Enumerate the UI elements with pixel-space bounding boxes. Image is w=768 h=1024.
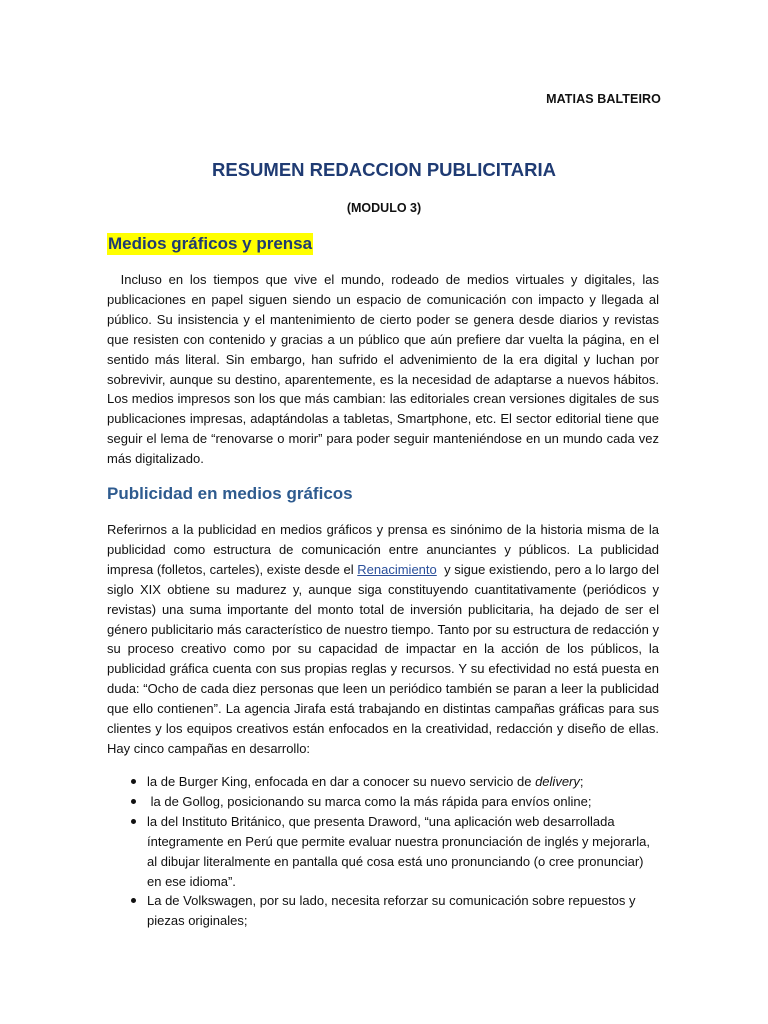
paragraph-text-end: y sigue existiendo, pero a lo largo del siglo XIX obtiene su madurez y, aunque siga constituyendo cuantitativamente (periódicos y revistas) una suma importante del monto total de inversión publicitaria, ha dejado de ser el género publicitario más característico de nuestro tiempo. Tanto por su estructura de redacción y su proceso creativo como por su capacidad de impactar en la acción de los públicos, la publicidad gráfica cuenta con sus propias reglas y recursos. Y su efectividad no está puesta en duda: “Ocho de cada diez personas que leen un periódico también se paran a leer la publicidad que ello contienen”. La agencia Jirafa está trabajando en distintas campañas gráficas para sus clientes y los equipos creativos están enfocados en la creatividad, redacción y diseño de ellas. Hay cinco campañas en desarrollo: [107,561,663,756]
renacimiento-link[interactable]: Renacimiento [357,561,437,577]
list-item: la de Gollog, posicionando su marca como la más rápida para envíos online; [107,792,659,812]
list-item: la de Burger King, enfocada en dar a conocer su nuevo servicio de delivery; [107,772,659,792]
section-heading-publicidad: Publicidad en medios gráficos [107,484,353,503]
paragraph-text-start: Referirnos a la publicidad en medios gráficos y prensa es sinónimo de la historia misma de la publicidad como estructura de comunicación entre anunciantes y públicos. La publicidad impresa (folletos, carteles), existe desde el [107,522,663,577]
section-heading-medios-graficos: Medios gráficos y prensa [108,234,313,253]
list-item: la del Instituto Británico, que presenta Draword, “una aplicación web desarrollada íntegramente en Perú que permite evaluar nuestra pronunciación de inglés y mejorarla, al dibujar literalmente en pantalla qué cosa está uno pronunciando (o cree pronunciar) en ese idioma”. [107,812,659,892]
paragraph-text [107,520,663,759]
paragraph-text: Incluso en los tiempos que vive el mundo, rodeado de medios virtuales y digitales, las publicaciones en papel siguen siendo un espacio de comunicación con impacto y llegada al público. Su insistencia y el mantenimiento de cierto poder se genera desde diarios y revistas que resisten con contenido y gracias a un público que aún prefiere dar vuelta la página, en el sentido más literal. Sin embargo, han sufrido el advenimiento de la era digital y luchan por sobrevivir, aunque su destino, aparentemente, es la necesidad de adaptarse a nuevos hábitos. Los medios impresos son los que más cambian: las editoriales crean versiones digitales de sus publicaciones impresas, adaptándolas a tabletas, Smartphone, etc. El sector editorial tiene que seguir el lema de “renovarse o morir” para poder seguir manteniéndose en un mundo cada vez más digitalizado. [107,272,663,467]
document-title: RESUMEN REDACCION PUBLICITARIA [212,159,556,180]
bullet-icon [131,819,136,824]
author-name: MATIAS BALTEIRO [546,92,661,106]
paragraph-medios-graficos [107,270,663,469]
list-item: La de Volkswagen, por su lado, necesita reforzar su comunicación sobre repuestos y piezas originales; [107,891,659,931]
document-subtitle: (MODULO 3) [346,201,422,215]
bullet-icon [131,799,136,804]
bullet-icon [131,898,136,903]
paragraph-publicidad [107,520,663,759]
campaign-list [107,772,659,931]
bullet-icon [131,779,136,784]
